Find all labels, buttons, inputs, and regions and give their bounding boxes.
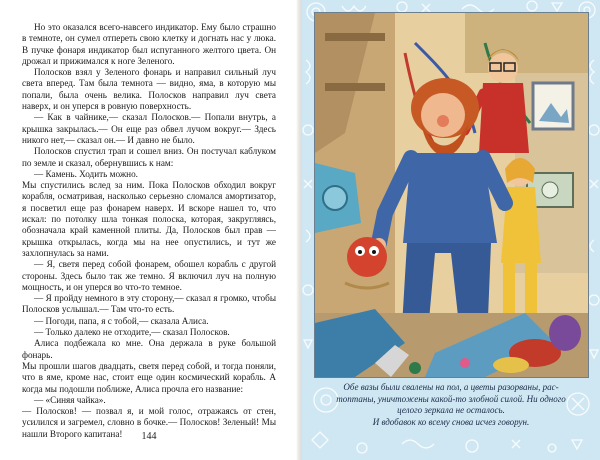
- paragraph: — Полосков! — позвал я, и мой голос, отражаясь от стен, усилился и загремел, словно в бочке.— Полосков! Зеленый! Мы нашли Второго капитана!: [22, 406, 276, 439]
- illustration-art: [315, 13, 588, 377]
- paragraph: — Как в чайнике,— сказал Полосков.— Попали внутрь, а крышка закрылась.— Он еще раз обвел лучом вокруг.— Здесь никого нет,— сказал он.— И давно не было.: [22, 112, 276, 145]
- paragraph: Мы спустились вслед за ним. Пока Полосков обходил вокруг корабля, осматривая, насколько серьезно сломался амортизатор, я посветил еще раз фонарем наверх. И вскоре нашел то, что искал: по потолку шла тонкая полоска, которая, закругляясь, обозначала край каменной плиты. Да, Полосков был прав — крышка открылась, когда мы на нее опустились, и тут же захлопнулась за нами.: [22, 180, 276, 258]
- paragraph: — Только далеко не отходите,— сказал Полосков.: [34, 327, 230, 338]
- page-number: 144: [141, 431, 157, 442]
- paragraph: — Я, светя перед собой фонарем, обошел корабль с другой стороны. Здесь было так же темно. Я включил луч на полную мощность, и он уперся во что-то темное.: [22, 259, 276, 292]
- paragraph: Полосков взял у Зеленого фонарь и направил сильный луч света вперед. Там была темнота — видно, яма, в которую мы попали, была очень велика. Полосков направил луч света наверх, и он уперся в ровную поверхность.: [22, 67, 276, 112]
- left-page: [0, 0, 298, 460]
- paragraph: — «Синяя чайка».: [34, 394, 106, 405]
- paragraph: Но это оказался всего-навсего индикатор. Ему было страшно в темноте, он сумел отпереть свою клетку и догнать нас у люка. В пучке фонаря индикатор был испуганного желтого цвета. Он дрожал и прижимался к ноге Зеленого.: [22, 22, 276, 66]
- right-page: [302, 0, 600, 460]
- paragraph: — Погоди, папа, я с тобой,— сказала Алиса.: [34, 315, 209, 326]
- caption-line: целого зеркала не осталось.: [397, 405, 505, 416]
- paragraph: — Камень. Ходить можно.: [34, 168, 138, 179]
- paragraph: Алиса подбежала ко мне. Она держала в руке большой фонарь.: [22, 338, 276, 360]
- illustration-caption: [316, 382, 586, 428]
- paragraph: — Я пройду немного в эту сторону,— сказал я громко, чтобы Полосков услышал.— Там что-то есть.: [22, 293, 276, 315]
- caption-line: Обе вазы были свалены на пол, а цветы разорваны, рас-: [343, 382, 559, 392]
- paragraph: Полосков спустил трап и сошел вниз. Он постучал каблуком по земле и сказал, обернувшись к нам:: [22, 146, 276, 168]
- caption-line: топтаны, уничтожены какой-то злобной силой. Ни одного: [336, 393, 566, 404]
- story-text: [22, 22, 276, 440]
- paragraph: Мы прошли шагов двадцать, светя перед собой, и тогда поняли, что в яме, кроме нас, стоит еще один космический корабль. А когда мы подошли поближе, Алиса прочла его название:: [22, 360, 276, 394]
- story-illustration: [314, 12, 589, 378]
- caption-line: И вдобавок ко всему снова исчез говорун.: [372, 416, 530, 427]
